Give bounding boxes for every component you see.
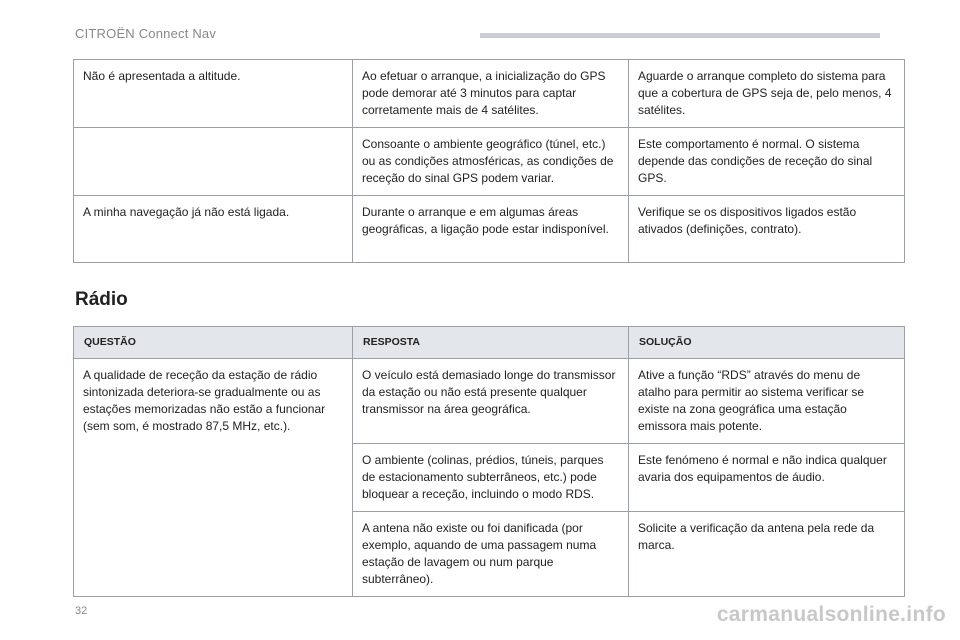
table-row: [74, 128, 905, 196]
gps-troubleshooting-table: [73, 59, 905, 263]
solution-cell: Solicite a verificação da antena pela rede da marca.: [629, 512, 905, 597]
table-row: [74, 359, 905, 444]
solution-cell: Ative a função “RDS” através do menu de atalho para permitir ao sistema verificar se existe na zona geográfica uma estação emissora mais potente.: [629, 359, 905, 444]
answer-cell: O ambiente (colinas, prédios, túneis, parques de estacionamento subterrâneos, etc.) pode bloquear a receção, incluindo o modo RDS.: [353, 444, 629, 512]
page-number: 32: [75, 605, 88, 617]
radio-troubleshooting-table: [73, 326, 905, 597]
question-cell: [74, 128, 353, 196]
column-header-solution: SOLUÇÃO: [629, 327, 905, 359]
answer-cell: O veículo está demasiado longe do transmissor da estação ou não está presente qualquer transmissor na área geográfica.: [353, 359, 629, 444]
page-header: [0, 0, 960, 50]
solution-cell: Este comportamento é normal. O sistema depende das condições de receção do sinal GPS.: [629, 128, 905, 196]
solution-cell: Aguarde o arranque completo do sistema para que a cobertura de GPS seja de, pelo menos, 4 satélites.: [629, 60, 905, 128]
question-cell: Não é apresentada a altitude.: [74, 60, 353, 128]
site-watermark: carmanualsonline.info: [716, 603, 946, 626]
answer-cell: Ao efetuar o arranque, a inicialização do GPS pode demorar até 3 minutos para captar corretamente mais de 4 satélites.: [353, 60, 629, 128]
column-header-answer: RESPOSTA: [353, 327, 629, 359]
section-title: Rádio: [75, 289, 128, 310]
answer-cell: Durante o arranque e em algumas áreas geográficas, a ligação pode estar indisponível.: [353, 196, 629, 263]
answer-cell: Consoante o ambiente geográfico (túnel, etc.) ou as condições atmosféricas, as condições de receção do sinal GPS podem variar.: [353, 128, 629, 196]
manual-title: CITROËN Connect Nav: [75, 26, 217, 41]
header-divider-bar: [480, 33, 880, 38]
question-cell: A qualidade de receção da estação de rádio sintonizada deteriora-se gradualmente ou as estações memorizadas não estão a funcionar (sem som, é mostrado 87,5 MHz, etc.).: [74, 359, 353, 597]
table-header-row: [74, 327, 905, 359]
solution-cell: Este fenómeno é normal e não indica qualquer avaria dos equipamentos de áudio.: [629, 444, 905, 512]
answer-cell: A antena não existe ou foi danificada (por exemplo, aquando de uma passagem numa estação de lavagem ou num parque subterrâneo).: [353, 512, 629, 597]
column-header-question: QUESTÃO: [74, 327, 353, 359]
question-cell: A minha navegação já não está ligada.: [74, 196, 353, 263]
table-row: [74, 196, 905, 263]
table-row: [74, 60, 905, 128]
solution-cell: Verifique se os dispositivos ligados estão ativados (definições, contrato).: [629, 196, 905, 263]
